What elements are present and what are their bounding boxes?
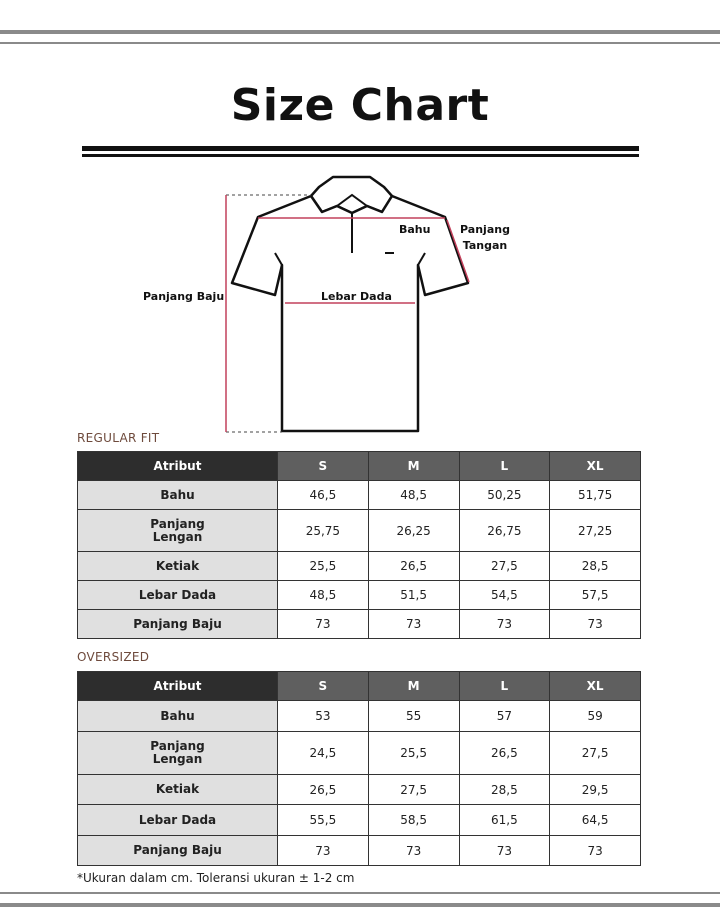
table-cell: 25,5 (278, 552, 369, 581)
header-size-l: L (459, 452, 550, 481)
title-underline-thin (82, 154, 639, 157)
table-row (78, 732, 641, 775)
table-cell: 27,5 (459, 552, 550, 581)
bottom-border-thin (0, 892, 720, 894)
table-cell: 73 (459, 836, 550, 866)
row-attribute: Ketiak (78, 552, 278, 581)
regular-fit-label: REGULAR FIT (77, 431, 160, 445)
table-cell: 73 (278, 836, 369, 866)
table-row (78, 510, 641, 552)
table-row (78, 805, 641, 836)
table-cell: 26,25 (368, 510, 459, 552)
title-underline-thick (82, 146, 639, 151)
table-cell: 73 (368, 836, 459, 866)
header-size-s: S (278, 452, 369, 481)
table-cell: 26,75 (459, 510, 550, 552)
row-attribute: Panjang Baju (78, 610, 278, 639)
table-cell: 26,5 (278, 775, 369, 805)
table-row (78, 552, 641, 581)
top-border-thin (0, 42, 720, 44)
table-cell: 55 (368, 701, 459, 732)
table-cell: 57 (459, 701, 550, 732)
table-cell: 26,5 (368, 552, 459, 581)
table-cell: 50,25 (459, 481, 550, 510)
table-cell: 27,5 (550, 732, 641, 775)
table-cell: 28,5 (459, 775, 550, 805)
bottom-border-thick (0, 903, 720, 907)
oversized-table (77, 671, 641, 866)
table-header-row (78, 452, 641, 481)
row-attribute (78, 732, 278, 775)
header-atribut: Atribut (78, 672, 278, 701)
row-attribute-line2: Lengan (152, 752, 203, 766)
table-row (78, 836, 641, 866)
header-size-m: M (368, 672, 459, 701)
table-cell: 64,5 (550, 805, 641, 836)
table-cell: 26,5 (459, 732, 550, 775)
table-cell: 54,5 (459, 581, 550, 610)
footnote: *Ukuran dalam cm. Toleransi ukuran ± 1-2 cm (77, 871, 355, 885)
row-attribute (78, 510, 278, 552)
label-panjang-tangan-line2: Tangan (462, 239, 508, 252)
row-attribute: Bahu (78, 481, 278, 510)
table-cell: 48,5 (368, 481, 459, 510)
header-atribut: Atribut (78, 452, 278, 481)
table-cell: 51,75 (550, 481, 641, 510)
table-cell: 51,5 (368, 581, 459, 610)
table-cell: 73 (459, 610, 550, 639)
row-attribute-line1: Panjang (150, 516, 205, 531)
table-cell: 25,5 (368, 732, 459, 775)
table-cell: 73 (550, 610, 641, 639)
table-cell: 24,5 (278, 732, 369, 775)
header-size-s: S (278, 672, 369, 701)
table-cell: 25,75 (278, 510, 369, 552)
table-cell: 27,5 (368, 775, 459, 805)
row-attribute: Lebar Dada (78, 805, 278, 836)
header-size-xl: XL (550, 452, 641, 481)
row-attribute: Ketiak (78, 775, 278, 805)
row-attribute: Panjang Baju (78, 836, 278, 866)
row-attribute-line2: Lengan (152, 529, 203, 544)
regular-fit-table (77, 451, 641, 639)
table-row (78, 701, 641, 732)
header-size-xl: XL (550, 672, 641, 701)
table-row (78, 775, 641, 805)
header-size-l: L (459, 672, 550, 701)
oversized-label: OVERSIZED (77, 650, 150, 664)
label-lebar-dada: Lebar Dada (321, 290, 392, 303)
table-row (78, 610, 641, 639)
row-attribute: Lebar Dada (78, 581, 278, 610)
label-bahu: Bahu (399, 223, 431, 236)
page-title: Size Chart (230, 80, 490, 131)
row-attribute-line1: Panjang (150, 739, 205, 753)
shirt-diagram (0, 165, 720, 440)
table-cell: 61,5 (459, 805, 550, 836)
table-cell: 29,5 (550, 775, 641, 805)
table-cell: 46,5 (278, 481, 369, 510)
table-cell: 48,5 (278, 581, 369, 610)
table-row (78, 581, 641, 610)
label-panjang-tangan-line1: Panjang (460, 223, 510, 236)
table-header-row (78, 672, 641, 701)
table-cell: 73 (368, 610, 459, 639)
table-cell: 59 (550, 701, 641, 732)
table-row (78, 481, 641, 510)
table-cell: 73 (550, 836, 641, 866)
table-cell: 53 (278, 701, 369, 732)
table-cell: 27,25 (550, 510, 641, 552)
table-cell: 73 (278, 610, 369, 639)
table-cell: 57,5 (550, 581, 641, 610)
row-attribute: Bahu (78, 701, 278, 732)
header-size-m: M (368, 452, 459, 481)
table-cell: 58,5 (368, 805, 459, 836)
shirt-body (232, 196, 468, 431)
top-border-thick (0, 30, 720, 34)
table-cell: 55,5 (278, 805, 369, 836)
table-cell: 28,5 (550, 552, 641, 581)
label-panjang-baju: Panjang Baju (143, 290, 225, 303)
